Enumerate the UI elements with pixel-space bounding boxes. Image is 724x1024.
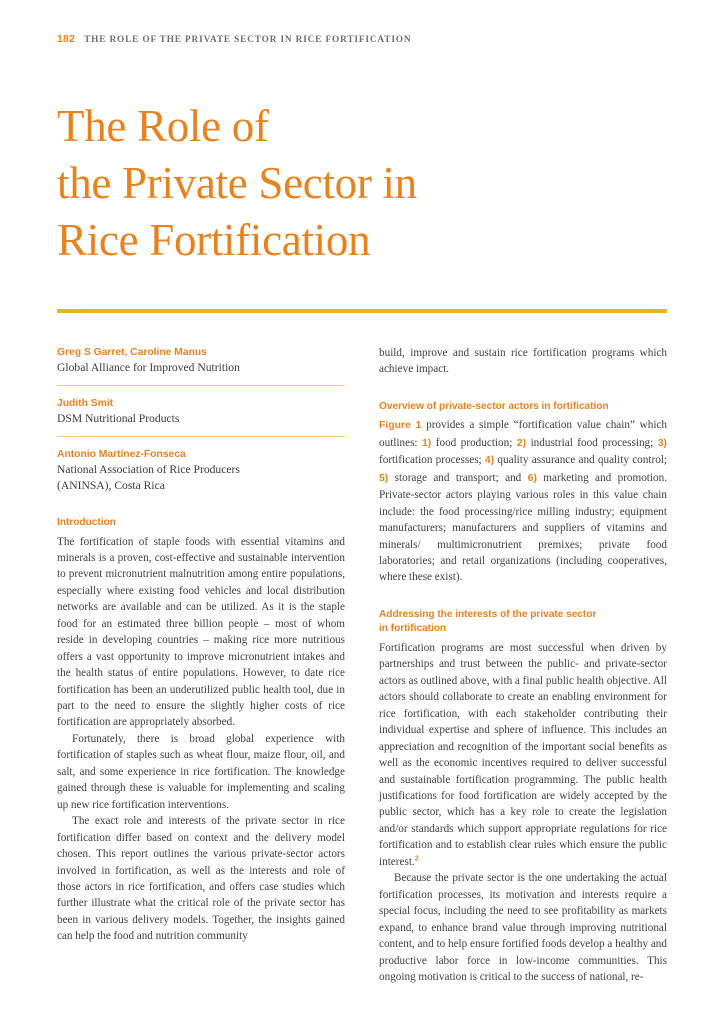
- right-column: [379, 345, 667, 985]
- author-affiliation-line2: (ANINSA), Costa Rica: [57, 479, 165, 492]
- page-title: [57, 98, 617, 269]
- running-head-title: THE ROLE OF THE PRIVATE SECTOR IN RICE FORTIFICATION: [84, 35, 412, 45]
- list-number-3: 3): [657, 437, 667, 449]
- author-divider-1: [57, 385, 345, 386]
- list-text-5: storage and transport; and: [388, 471, 528, 484]
- author-affiliation: Global Alliance for Improved Nutrition: [57, 361, 240, 374]
- list-text-6: marketing and promotion. Private-sector actors playing various roles in this value chain include: the food processing/rice milling industry; equipment manufacturers; manufacturers and suppliers of vitamins and minerals/ multimicronutrient premixes; private food laboratories; and retail organizations (including cooperatives, where these exist).: [379, 471, 667, 584]
- list-number-6: 6): [527, 472, 537, 484]
- paragraph-overview: [379, 417, 667, 586]
- overview-text-a: provides a simple “fortification value chain” which outlines:: [379, 419, 667, 449]
- list-number-1: 1): [422, 437, 432, 449]
- left-column: [57, 345, 345, 945]
- paragraph-intro-2: Fortunately, there is broad global experience with fortification of staples such as wheat flour, maize flour, oil, and salt, and some experience in rice fortification. The knowledge gained through these is valuable for implementing and scaling up new rice fortification interventions.: [57, 732, 345, 811]
- list-text-2: industrial food processing;: [526, 436, 658, 449]
- list-text-3: fortification processes;: [379, 454, 485, 467]
- figure-reference: Figure 1: [379, 420, 422, 432]
- paragraph-addressing: [379, 640, 667, 870]
- author-names: Judith Smit: [57, 398, 114, 409]
- list-text-1: food production;: [431, 436, 517, 449]
- author-affiliation: DSM Nutritional Products: [57, 412, 180, 425]
- author-divider-2: [57, 436, 345, 437]
- title-line-2: the Private Sector in: [57, 158, 417, 208]
- heading-introduction: Introduction: [57, 517, 116, 528]
- paragraph-intro-3: The exact role and interests of the private sector in rice fortification differ based on context and the delivery model chosen. This report outlines the various private-sector actors involved in fortification, as well as the interests and role of those actors in rice fortification, and offers case studies which further illustrate what the critical role of the private sector has been in various delivery models. Together, the insights gained can help the food and nutrition community: [57, 815, 345, 943]
- author-block-1: [57, 345, 345, 376]
- heading-addressing-line1: Addressing the interests of the private sector: [379, 608, 597, 620]
- list-number-2: 2): [516, 437, 527, 449]
- title-divider: [57, 309, 667, 313]
- paragraph-intro-1: The fortification of staple foods with essential vitamins and minerals is a proven, cost-effective and sustainable intervention to prevent micronutrient malnutrition among entire populations, especially where existing food vehicles and local distribution networks are available and can be utilized. As it is the staple food for an estimated three billion people – most of whom reside in developing countries – making rice more nutritious offers a vast opportunity to improve micronutrient intakes and the health status of entire populations. However, to date rice fortification has been an underutilized public health tool, due in part to the need to ensure the slightly higher costs of rice fortification are appropriately absorbed.: [57, 535, 345, 729]
- list-number-5: 5): [379, 472, 389, 484]
- author-names: Greg S Garret, Caroline Manus: [57, 347, 207, 358]
- list-number-4: 4): [484, 455, 495, 467]
- author-affiliation: National Association of Rice Producers: [57, 463, 240, 476]
- paragraph-continuation: build, improve and sustain rice fortification programs which achieve impact.: [379, 347, 667, 376]
- author-block-3: [57, 447, 345, 494]
- author-block-2: [57, 396, 345, 427]
- list-text-4: quality assurance and quality control;: [494, 454, 668, 467]
- footnote-marker: 2: [414, 855, 419, 863]
- two-column-body: [57, 345, 667, 1015]
- running-head: [57, 33, 667, 45]
- heading-addressing-line2: in fortification: [379, 623, 447, 635]
- title-line-3: Rice Fortification: [57, 215, 371, 265]
- author-names: Antonio Martínez-Fonseca: [57, 449, 186, 460]
- page-number: 182: [57, 33, 76, 45]
- paragraph-addressing-text: Fortification programs are most successful when driven by partnerships and trust between the public- and private-sector actors as outlined above, with a final public health objective. All actors should collaborate to create an enabling environment for rice fortification, with each stakeholder contributing their individual expertise and sphere of influence. This includes an appreciation and recognition of the important social benefits as well as the economic incentives required to deliver successful and sustainable fortification programming. The public health justifications for food fortification are widely accepted by the public sector, which has a key role to create the legislation and/or standards which support appropriate regulations for rice fortification and to establish clear rules which ensure the public interest.: [379, 641, 667, 868]
- title-line-1: The Role of: [57, 101, 269, 151]
- paragraph-because: Because the private sector is the one undertaking the actual fortification processes, its motivation and interests require a special focus, including the need to see profitability as markets expand, to enhance brand value through improving nutritional content, and to help ensure fortified foods develop a healthy and productive labor force in low-income communities. This ongoing motivation is critical to the success of national, re-: [379, 872, 667, 983]
- heading-overview: Overview of private-sector actors in fortification: [379, 400, 609, 412]
